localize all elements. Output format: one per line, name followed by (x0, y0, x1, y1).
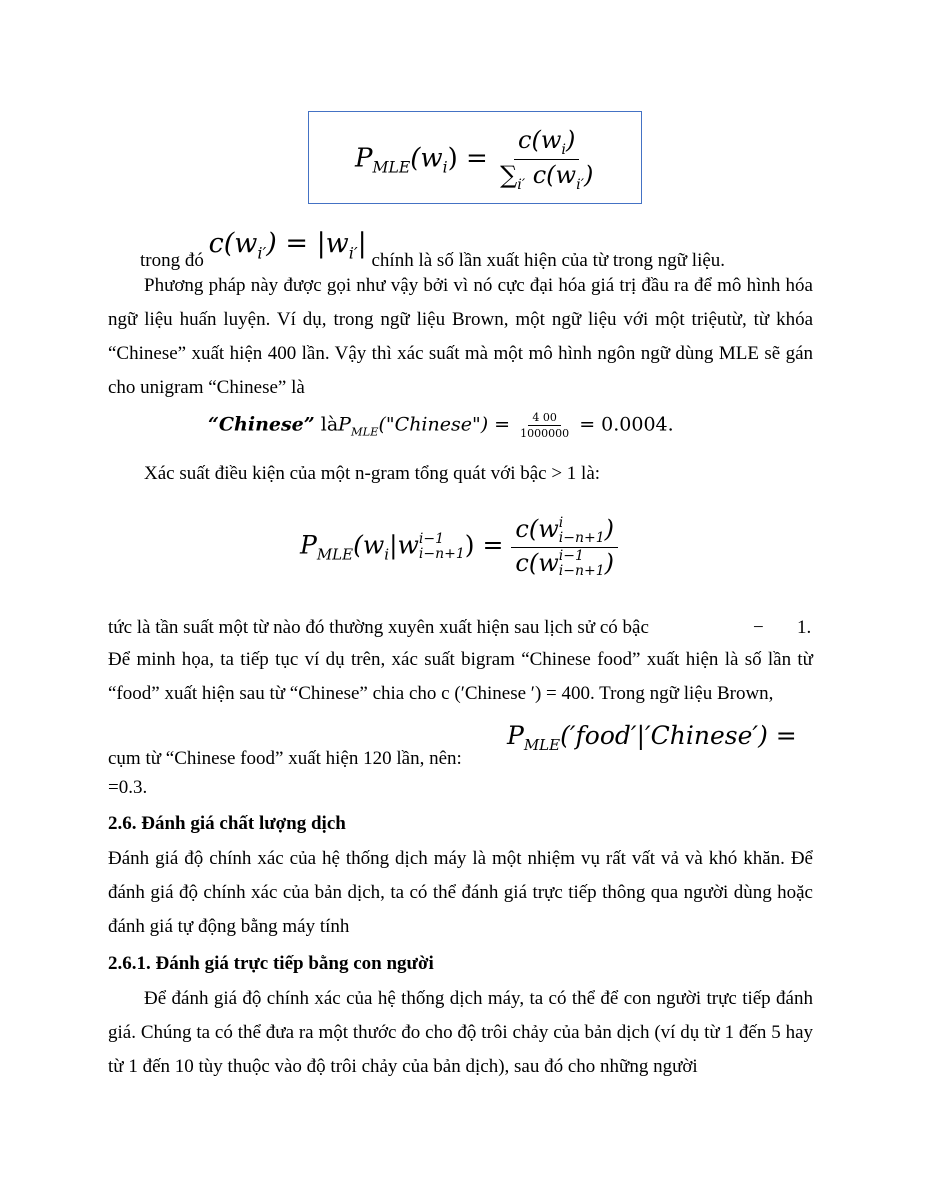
formula-mle-ngram: $P_{MLE}(w_i|w$ i−1 i−n+1 ) = c(w i i−n+1 ) c(w i−1 i−n+1 ) (300, 515, 618, 579)
line-cum-tu: cụm từ “Chinese food” xuất hiện 120 lần, nên: (108, 748, 462, 769)
formula-chinese-unigram: “Chinese” làP$_{MLE}$("Chinese") = $\frac{4 00}{1000000}$ = 0.0004. (208, 411, 674, 441)
line-tuc-la-one: 1. (797, 617, 812, 638)
line-tuc-la: tức là tần suất một từ nào đó thường xuyên xuất hiện sau lịch sử có bậc (108, 617, 649, 638)
line-result: =0.3. (108, 777, 148, 798)
paragraph-conditional-prob: Xác suất điều kiện của một n-gram tổng quát với bậc > 1 là: (144, 463, 601, 484)
paragraph-mle-explanation: Phương pháp này được gọi như vậy bởi vì nó cực đại hóa giá trị đầu ra để mô hình hóa ngữ liệu huấn luyện. Ví dụ, trong ngữ liệu Brown, một ngữ liệu với một triệutừ, từ khóa “Chinese” xuất hiện 400 lần. Vậy thì xác suất mà một mô hình ngôn ngữ dùng MLE sẽ gán cho unigram “Chinese” là (108, 275, 813, 398)
heading-2-6-1: 2.6.1. Đánh giá trực tiếp bằng con người (108, 953, 434, 974)
formula-mle-unigram: $P_{MLE}(w_i)$ = $\frac{c(w_i)}{\sum_{i'} c(w_{i'})}$ (355, 126, 594, 193)
formula-food-chinese: $P_{MLE}('food'|'Chinese')$ = (507, 721, 797, 754)
paragraph-human-evaluation: Để đánh giá độ chính xác của hệ thống dịch máy, ta có thể để con người trực tiếp đánh giá. Chúng ta có thể đưa ra một thước đo cho độ trôi chảy của bản dịch (ví dụ từ 1 đến 5 hay từ 1 đến 10 tùy thuộc vào độ trôi chảy của bản dịch), sau đó cho những người (108, 988, 813, 1077)
heading-2-6: 2.6. Đánh giá chất lượng dịch (108, 813, 346, 834)
line-trong-do: trong đó $c(w_{i'}) = |w_{i'}|$ chính là số lần xuất hiện của từ trong ngữ liệu. (140, 228, 726, 271)
line-tuc-la-minus: − (753, 617, 764, 638)
paragraph-evaluation-intro: Đánh giá độ chính xác của hệ thống dịch máy là một nhiệm vụ rất vất vả và khó khăn. Để đánh giá độ chính xác của bản dịch, ta có thể đánh giá trực tiếp thông qua người dùng hoặc đánh giá tự động bằng máy tính (108, 848, 813, 937)
paragraph-bigram-example: Để minh họa, ta tiếp tục ví dụ trên, xác suất bigram “Chinese food” xuất hiện là số lần từ “food” xuất hiện sau từ “Chinese” chia cho c (′Chinese ′) = 400. Trong ngữ liệu Brown, (108, 649, 813, 704)
formula-box (308, 111, 642, 204)
